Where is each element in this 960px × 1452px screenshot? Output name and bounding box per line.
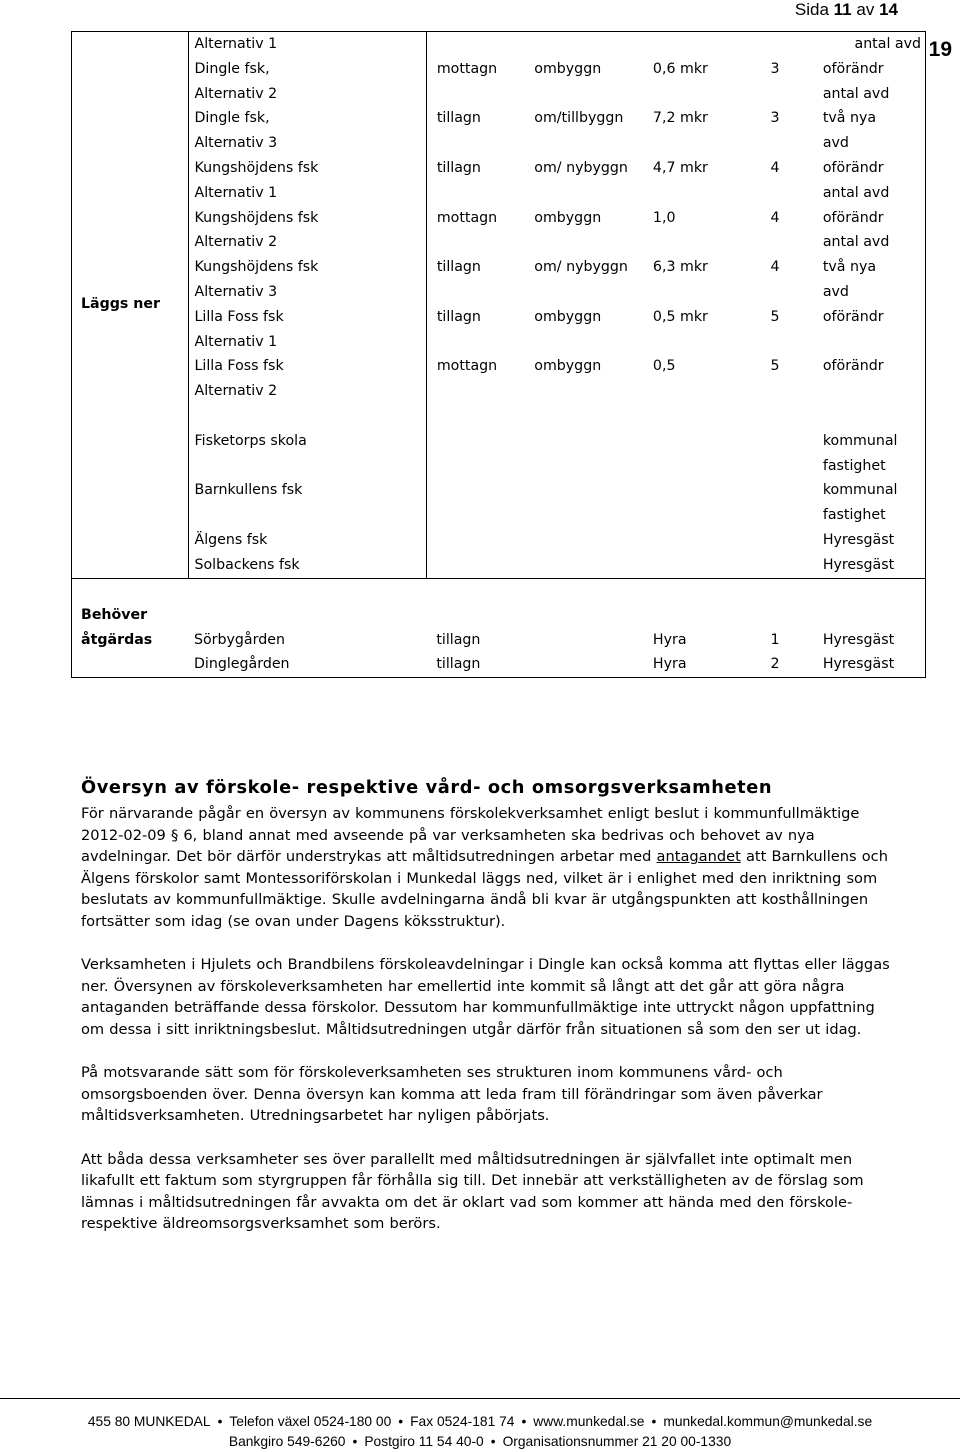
group-label-laggs-ner xyxy=(72,32,189,579)
cost-cell xyxy=(653,156,771,206)
result-cell xyxy=(823,106,926,156)
result-cell xyxy=(823,32,926,57)
paragraph-1-text-b: att Barnkullens och Älgens förskolor samt Montessoriförskolan i Munkedal läggs ned, vilket är i enlighet med den inriktning som beslutats av kommunfullmäktige. Skulle avdelningarna ändå bli kvar är utgångspunkten att kosthållningen fortsätter som idag (se ovan under Dagens köksstruktur). xyxy=(81,848,888,930)
table-row xyxy=(72,578,926,628)
paragraph-3: På motsvarande sätt som för förskoleverksamheten ses strukturen inom kommunens vård- och omsorgsboenden över. Denna översyn kan komma att leda fram till förändringar som även påverkar måltidsverksamheten. Utredningsarbetet har nyligen påbörjats. xyxy=(81,1064,823,1125)
result-cell xyxy=(823,206,926,256)
facility-name xyxy=(188,652,426,677)
school-name xyxy=(188,255,426,305)
table-row xyxy=(72,354,926,404)
school-name xyxy=(188,528,426,553)
status-cell-line: mottagn xyxy=(436,60,498,77)
page-current: 11 xyxy=(833,0,852,19)
action-cell-line: om/ nybyggn xyxy=(534,159,628,176)
footer-item: Postgiro 11 54 40-0 xyxy=(364,1434,484,1449)
area-cell xyxy=(770,206,822,256)
school-name xyxy=(188,553,426,578)
page-indicator xyxy=(795,0,898,20)
area-cell xyxy=(770,528,822,553)
result-cell-line: oförändr xyxy=(822,358,884,375)
action-cell xyxy=(534,206,653,256)
footer-item: Bankgiro 549-6260 xyxy=(228,1434,346,1449)
school-name-line: Dingle fsk, xyxy=(194,110,270,127)
action-cell-line: om/tillbyggn xyxy=(534,110,624,127)
result-cell xyxy=(823,652,926,677)
underlined-word: antagandet xyxy=(656,848,741,866)
footer-item: www.munkedal.se xyxy=(533,1414,645,1429)
area-cell xyxy=(770,628,822,653)
bullet-separator: • xyxy=(521,1414,527,1429)
result-cell-line: fastighet xyxy=(822,457,886,474)
school-name xyxy=(188,206,426,256)
action-cell xyxy=(534,354,653,404)
result-cell-line: oförändr xyxy=(822,60,884,77)
facility-name-line: Dinglegården xyxy=(194,656,290,673)
action-cell xyxy=(534,156,653,206)
action-cell xyxy=(534,652,653,677)
area-cell-line: 4 xyxy=(770,259,780,276)
school-name-line: Alternativ 1 xyxy=(194,184,278,201)
result-cell xyxy=(823,628,926,653)
bullet-separator: • xyxy=(352,1434,358,1449)
school-name xyxy=(188,478,426,528)
status-cell-line: tillagn xyxy=(436,259,481,276)
area-cell-line: 3 xyxy=(770,60,780,77)
cost-cell xyxy=(653,628,771,653)
bullet-separator: • xyxy=(398,1414,404,1429)
school-name-line: Solbackens fsk xyxy=(194,556,300,573)
school-name xyxy=(188,57,426,107)
action-cell xyxy=(534,32,653,57)
footer-item: 455 80 MUNKEDAL xyxy=(87,1414,211,1429)
school-name-line: Alternativ 3 xyxy=(194,283,278,300)
school-name xyxy=(188,156,426,206)
result-cell-line: fastighet xyxy=(822,507,886,524)
school-name-line: Fisketorps skola xyxy=(194,432,307,449)
page-number: 19 xyxy=(928,38,952,61)
status-cell xyxy=(426,32,534,57)
result-cell xyxy=(823,354,926,404)
spacer-cell xyxy=(188,578,926,628)
cost-cell xyxy=(653,652,771,677)
status-cell xyxy=(426,206,534,256)
table-row xyxy=(72,156,926,206)
area-cell-line: 4 xyxy=(770,209,780,226)
status-cell xyxy=(426,528,534,553)
table-row xyxy=(72,528,926,553)
school-name-line: Kungshöjdens fsk xyxy=(194,259,319,276)
spacer-cell xyxy=(188,404,426,429)
table-row xyxy=(72,255,926,305)
cost-cell xyxy=(653,429,771,479)
page-sep: av xyxy=(856,0,875,19)
action-cell xyxy=(534,255,653,305)
cost-cell-line: 4,7 mkr xyxy=(652,159,708,176)
result-cell xyxy=(823,305,926,355)
table-row xyxy=(72,106,926,156)
group-label-laggs-ner-line: Läggs ner xyxy=(81,296,161,313)
footer-line-1 xyxy=(0,1413,960,1431)
paragraph-2: Verksamheten i Hjulets och Brandbilens förskoleavdelningar i Dingle kan också komma att flyttas eller läggas ner. Översynen av förskoleverksamheten har emellertid inte kommit så långt att det går att göra några antaganden beträffande dessa förskolor. Dessutom har kommunfullmäktige inte uttryckt någon uppfattning om dessa i sitt inriktningsbeslut. Måltidsutredningen utgår därför från situationen så som den ser ut idag. xyxy=(81,956,890,1038)
spacer-row xyxy=(72,404,926,429)
school-name xyxy=(188,32,426,57)
result-cell-line: kommunal xyxy=(822,432,898,449)
cost-cell xyxy=(653,305,771,355)
status-cell xyxy=(426,255,534,305)
cost-cell xyxy=(653,32,771,57)
result-cell-line: två nya xyxy=(822,110,877,127)
cost-cell xyxy=(653,478,771,528)
section-heading: Översyn av förskole- respektive vård- och omsorgsverksamheten xyxy=(81,777,773,798)
cost-cell-line: 1,0 xyxy=(652,209,676,226)
result-cell xyxy=(823,478,926,528)
school-table xyxy=(71,31,926,678)
area-cell xyxy=(770,478,822,528)
table-row xyxy=(72,628,926,653)
cost-cell-line: 0,5 mkr xyxy=(652,308,708,325)
result-cell-line: antal avd xyxy=(854,36,921,52)
school-name-line: Dingle fsk, xyxy=(194,60,270,77)
action-cell xyxy=(534,429,653,479)
action-cell xyxy=(534,553,653,578)
group-label-text: Behöver åtgärdas xyxy=(81,607,153,649)
result-cell xyxy=(823,553,926,578)
result-cell-line: Hyresgäst xyxy=(822,631,895,648)
action-cell xyxy=(534,628,653,653)
cost-cell xyxy=(653,57,771,107)
result-cell-line: avd xyxy=(822,283,849,300)
status-cell xyxy=(426,156,534,206)
area-cell xyxy=(770,305,822,355)
result-cell xyxy=(823,255,926,305)
area-cell xyxy=(770,652,822,677)
cost-cell-line: Hyra xyxy=(652,656,687,673)
status-cell xyxy=(426,57,534,107)
group-label-behover-atgardas xyxy=(72,578,189,678)
result-cell-line: antal avd xyxy=(822,85,890,102)
school-name-line: Alternativ 2 xyxy=(194,383,278,400)
status-cell-line: tillagn xyxy=(436,631,481,648)
action-cell xyxy=(534,305,653,355)
table-row xyxy=(72,429,926,479)
status-cell xyxy=(426,652,534,677)
status-cell-line: tillagn xyxy=(436,110,481,127)
action-cell xyxy=(534,528,653,553)
area-cell xyxy=(770,156,822,206)
cost-cell-line: 6,3 mkr xyxy=(652,259,708,276)
area-cell-line: 3 xyxy=(770,110,780,127)
area-cell-line: 5 xyxy=(770,308,780,325)
result-cell xyxy=(823,156,926,206)
status-cell-line: tillagn xyxy=(436,159,481,176)
cost-cell xyxy=(653,106,771,156)
footer-item: Organisationsnummer 21 20 00-1330 xyxy=(502,1434,732,1449)
result-cell-line: oförändr xyxy=(822,308,884,325)
page-total: 14 xyxy=(879,0,898,19)
result-cell-line: antal avd xyxy=(822,234,890,251)
action-cell xyxy=(534,57,653,107)
table-row xyxy=(72,206,926,256)
result-cell-line: Hyresgäst xyxy=(822,656,895,673)
school-name-line: Barnkullens fsk xyxy=(194,482,303,499)
area-cell xyxy=(770,429,822,479)
status-cell xyxy=(426,354,534,404)
result-cell-line: Hyresgäst xyxy=(822,531,895,548)
result-cell-line: avd xyxy=(822,135,849,152)
footer-item: Fax 0524-181 74 xyxy=(410,1414,515,1429)
status-cell xyxy=(426,106,534,156)
cost-cell xyxy=(653,255,771,305)
action-cell-line: ombyggn xyxy=(534,358,602,375)
result-cell-line: kommunal xyxy=(822,482,898,499)
status-cell xyxy=(426,478,534,528)
action-cell-line: ombyggn xyxy=(534,308,602,325)
area-cell xyxy=(770,106,822,156)
result-cell xyxy=(823,429,926,479)
school-name xyxy=(188,106,426,156)
school-name xyxy=(188,305,426,355)
bullet-separator: • xyxy=(490,1434,496,1449)
action-cell xyxy=(534,478,653,528)
status-cell-line: tillagn xyxy=(436,656,481,673)
action-cell-line: om/ nybyggn xyxy=(534,259,628,276)
result-cell-line: antal avd xyxy=(822,184,890,201)
paragraph-1 xyxy=(81,803,891,933)
result-cell xyxy=(823,57,926,107)
result-cell-line: oförändr xyxy=(822,159,884,176)
cost-cell-line: 0,5 xyxy=(652,358,676,375)
school-name xyxy=(188,354,426,404)
cost-cell-line: 7,2 mkr xyxy=(652,110,708,127)
document-body xyxy=(81,776,891,1256)
result-cell-line: Hyresgäst xyxy=(822,556,895,573)
table-row xyxy=(72,652,926,677)
school-name-line: Kungshöjdens fsk xyxy=(194,159,319,176)
cost-cell-line: 0,6 mkr xyxy=(652,60,708,77)
area-cell xyxy=(770,32,822,57)
action-cell xyxy=(534,106,653,156)
page-label: Sida xyxy=(794,0,829,19)
facility-name-line: Sörbygården xyxy=(194,631,285,648)
school-name-line: Kungshöjdens fsk xyxy=(194,209,319,226)
paragraph-4: Att båda dessa verksamheter ses över parallellt med måltidsutredningen är självfallet inte optimalt men likafullt ett faktum som styrgruppen får förhålla sig till. Det innebär att verkställigheten av de förslag som lämnas i måltidsutredningen får avvakta om det är oklart vad som kommer att hända med den förskole- respektive äldreomsorgsverksamhet som berörs. xyxy=(81,1150,864,1233)
area-cell xyxy=(770,255,822,305)
status-cell-line: tillagn xyxy=(436,308,481,325)
status-cell xyxy=(426,628,534,653)
footer-divider xyxy=(0,1398,960,1399)
area-cell-line: 5 xyxy=(770,358,780,375)
cost-cell xyxy=(653,206,771,256)
facility-name xyxy=(188,628,426,653)
area-cell xyxy=(770,354,822,404)
table-row xyxy=(72,32,926,57)
school-name-line: Alternativ 2 xyxy=(194,234,278,251)
school-name-line: Älgens fsk xyxy=(194,531,268,548)
school-name-line: Alternativ 1 xyxy=(194,36,278,52)
status-cell-line: mottagn xyxy=(436,209,498,226)
status-cell xyxy=(426,429,534,479)
footer-item: munkedal.kommun@munkedal.se xyxy=(663,1414,873,1429)
school-name-line: Alternativ 2 xyxy=(194,85,278,102)
bullet-separator: • xyxy=(217,1414,223,1429)
area-cell-line: 4 xyxy=(770,159,780,176)
table-row xyxy=(72,57,926,107)
table-row xyxy=(72,305,926,355)
status-cell xyxy=(426,553,534,578)
footer-line-2 xyxy=(0,1433,960,1451)
cost-cell xyxy=(653,528,771,553)
cost-cell xyxy=(653,354,771,404)
school-name-line: Alternativ 3 xyxy=(194,135,278,152)
area-cell-line: 2 xyxy=(770,656,780,673)
status-cell-line: mottagn xyxy=(436,358,498,375)
result-cell-line: oförändr xyxy=(822,209,884,226)
table-row xyxy=(72,478,926,528)
footer-item: Telefon växel 0524-180 00 xyxy=(229,1414,392,1429)
school-name xyxy=(188,429,426,479)
school-name-line: Lilla Foss fsk xyxy=(194,308,284,325)
area-cell-line: 1 xyxy=(770,631,780,648)
action-cell-line: ombyggn xyxy=(534,209,602,226)
result-cell-line: två nya xyxy=(822,259,877,276)
status-cell xyxy=(426,305,534,355)
school-name-line: Lilla Foss fsk xyxy=(194,358,284,375)
area-cell xyxy=(770,553,822,578)
area-cell xyxy=(770,57,822,107)
cost-cell xyxy=(653,553,771,578)
bullet-separator: • xyxy=(651,1414,657,1429)
paragraph-1-text-a: För närvarande pågår en översyn av kommunens förskolekverksamhet enligt beslut i kommunfullmäktige 2012-02-09 § 6, bland annat med avseende på var verksamheten ska bedrivas och behovet av nya avdelningar. Det bör därför understrykas att måltidsutredningen arbetar med xyxy=(81,805,860,866)
result-cell xyxy=(823,528,926,553)
cost-cell-line: Hyra xyxy=(652,631,687,648)
action-cell-line: ombyggn xyxy=(534,60,602,77)
table-row xyxy=(72,553,926,578)
school-name-line: Alternativ 1 xyxy=(194,333,278,350)
